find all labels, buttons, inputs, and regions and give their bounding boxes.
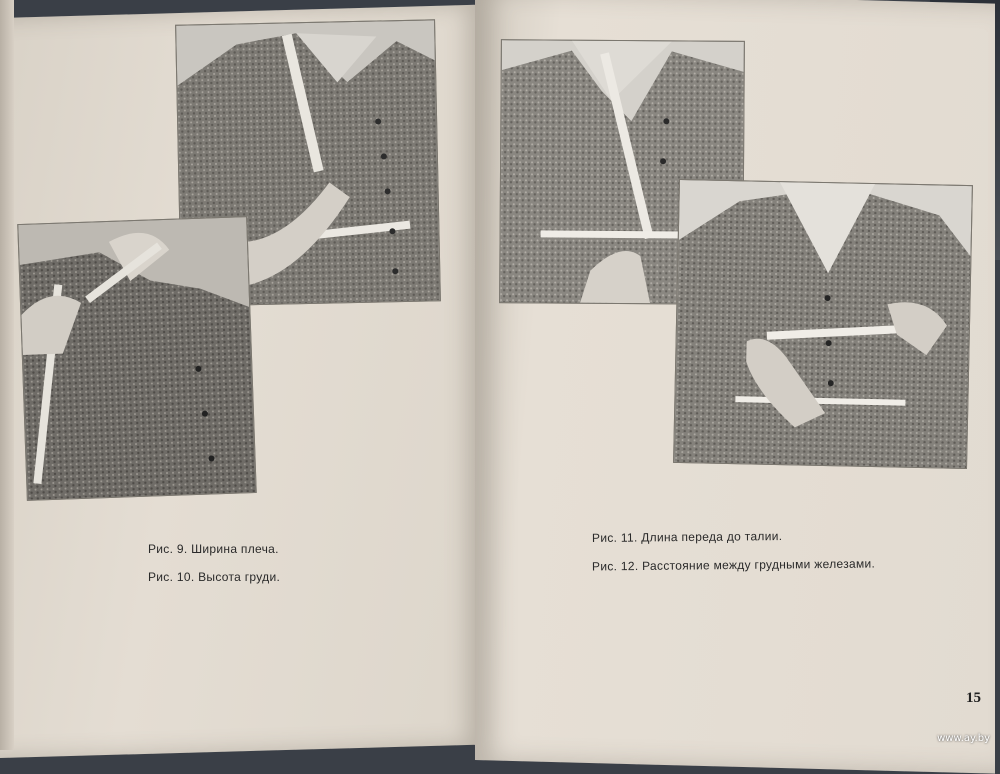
caption-fig9: Рис. 9. Ширина плеча.	[148, 542, 279, 556]
bust-height-measurement-photo	[18, 217, 255, 500]
watermark: www.ay.by	[937, 733, 990, 744]
book-edge	[0, 0, 14, 750]
photo-fig10	[17, 216, 257, 501]
bust-point-distance-measurement-photo	[674, 180, 972, 468]
caption-fig11: Рис. 11. Длина переда до талии.	[591, 529, 783, 545]
page-number: 15	[966, 690, 981, 706]
caption-fig12: Рис. 12. Расстояние между грудными железами.	[591, 556, 876, 574]
photo-fig12	[673, 179, 973, 469]
caption-fig10: Рис. 10. Высота груди.	[148, 570, 281, 584]
